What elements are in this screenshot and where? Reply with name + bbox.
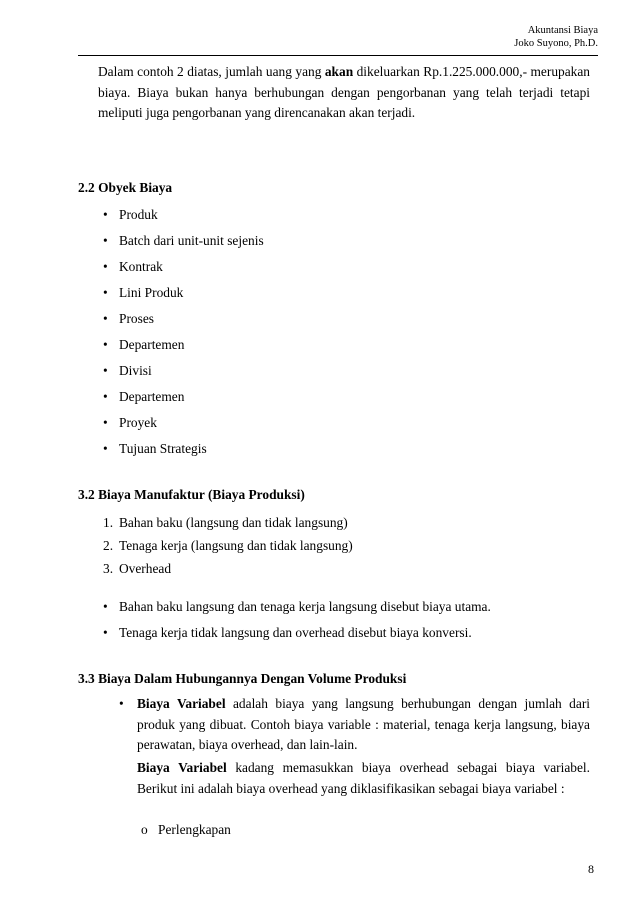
list-number: 1. — [103, 515, 114, 530]
paragraph-text: kadang memasukkan biaya overhead sebagai biaya variabel. Berikut ini adalah biaya overhead yang diklasifikasikan sebagai biaya variabel : — [137, 760, 590, 796]
page-number: 8 — [588, 862, 594, 876]
list-item: • Tujuan Strategis — [119, 439, 264, 465]
list-item: • Proses — [119, 309, 264, 335]
list-item — [103, 559, 353, 582]
list-number: 3. — [103, 561, 114, 576]
list-item: • Tenaga kerja tidak langsung dan overhead disebut biaya konversi. — [119, 623, 491, 649]
list-item: • Batch dari unit-unit sejenis — [119, 231, 264, 257]
intro-paragraph — [98, 62, 590, 124]
list-item: • Kontrak — [119, 257, 264, 283]
intro-text-1: Dalam contoh 2 diatas, jumlah uang yang — [98, 64, 325, 79]
biaya-variabel-paragraph-2 — [137, 758, 590, 799]
intro-bold: akan — [324, 64, 354, 79]
obyek-biaya-list — [119, 205, 264, 465]
list-item: • Bahan baku langsung dan tenaga kerja langsung disebut biaya utama. — [119, 597, 491, 623]
list-item: • Departemen — [119, 387, 264, 413]
header-title: Akuntansi Biaya — [527, 25, 598, 36]
list-item: • Proyek — [119, 413, 264, 439]
sub-list-item — [141, 822, 231, 838]
sub-list-item-text: Perlengkapan — [158, 822, 231, 837]
section-title-obyek-biaya: 2.2 Obyek Biaya — [78, 180, 173, 195]
term-bold: Biaya Variabel — [137, 760, 227, 775]
list-item: • Produk — [119, 205, 264, 231]
list-item: • Divisi — [119, 361, 264, 387]
sub-bullet-marker: o — [141, 822, 148, 837]
paragraph-text: adalah biaya yang langsung berhubungan dengan jumlah dari produk yang dibuat. Contoh biaya variable : material, tenaga kerja langsung, biaya perawatan, biaya overhead, dan lain-lain. — [137, 696, 590, 752]
list-item — [103, 513, 353, 536]
list-item: • Departemen — [119, 335, 264, 361]
biaya-manufaktur-bullet-list — [119, 597, 491, 649]
header-author: Joko Suyono, Ph.D. — [514, 38, 598, 49]
section-title-biaya-volume: 3.3 Biaya Dalam Hubungannya Dengan Volume Produksi — [78, 671, 407, 686]
header-rule — [78, 55, 598, 56]
biaya-manufaktur-numbered-list — [103, 513, 353, 582]
list-item-text: Bahan baku (langsung dan tidak langsung) — [119, 515, 348, 530]
intro-text-2: dikeluarkan Rp.1.225.000.000,- merupakan biaya. Biaya bukan hanya berhubungan dengan pengorbanan yang telah terjadi tetapi meliputi juga pengorbanan yang direncanakan akan terjadi. — [98, 64, 590, 120]
section-title-biaya-manufaktur: 3.2 Biaya Manufaktur (Biaya Produksi) — [78, 487, 305, 502]
list-item — [103, 536, 353, 559]
biaya-variabel-paragraph-1 — [137, 694, 590, 756]
running-header — [514, 24, 598, 50]
term-bold: Biaya Variabel — [137, 696, 226, 711]
list-item: • Lini Produk — [119, 283, 264, 309]
list-number: 2. — [103, 538, 114, 553]
list-item-text: Tenaga kerja (langsung dan tidak langsung) — [119, 538, 353, 553]
list-item-text: Overhead — [119, 561, 172, 576]
bullet-marker: • — [119, 696, 124, 711]
